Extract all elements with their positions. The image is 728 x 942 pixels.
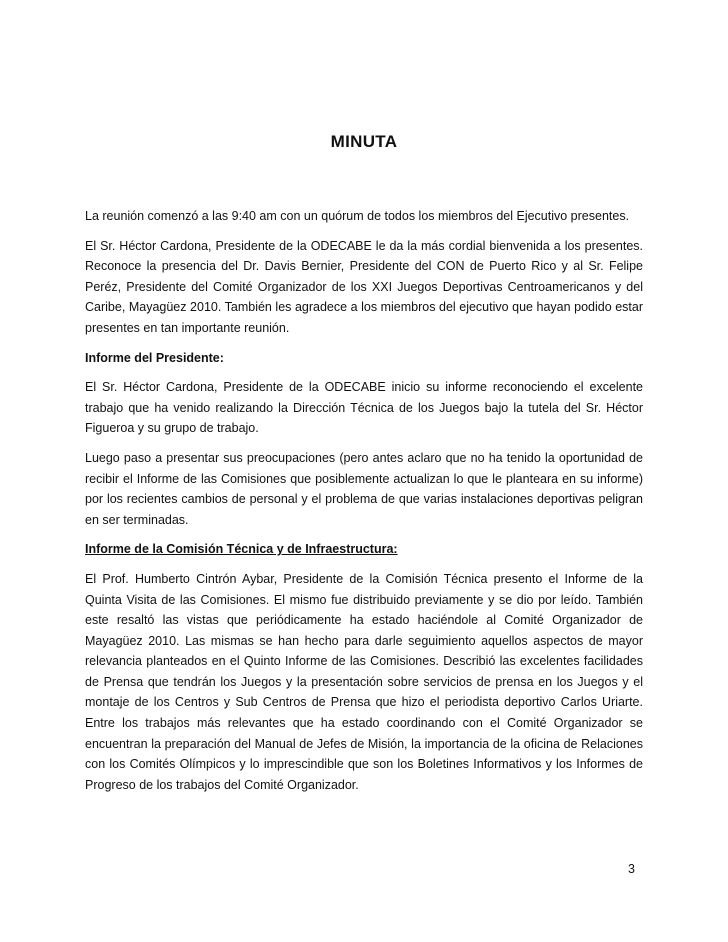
paragraph-quorum: La reunión comenzó a las 9:40 am con un quórum de todos los miembros del Ejecutivo presentes. xyxy=(85,209,630,223)
paragraph-concerns: Luego paso a presentar sus preocupaciones (pero antes aclaro que no ha tenido la oportunidad de recibir el Informe de las Comisiones que posiblemente actualizan lo que le planteara en su informe) por los recientes cambios de personal y el problema de que varias instalaciones deportivas peligran en ser terminadas. xyxy=(85,450,643,527)
paragraph-technical-commission-report: El Prof. Humberto Cintrón Aybar, Presidente de la Comisión Técnica presento el Informe de la Quinta Visita de las Comisiones. El mismo fue distribuido previamente y se dio por leído. También este resaltó las vistas que periódicamente ha estado haciéndole al Comité Organizador de Mayagüez 2010. Las mismas se han hecho para darle seguimiento aquellos aspectos de mayor relevancia planteados en el Quinto Informe de las Comisiones. Describió las excelentes facilidades de Prensa que tendrán los Juegos y la presentación sobre servicios de prensa en los Juegos y el montaje de los Centros y Sub Centros de Prensa que hizo el periodista deportivo Carlos Uriarte. Entre los trabajos más relevantes que ha estado coordinando con el Comité Organizador se encuentran la preparación del Manual de Jefes de Misión, la importancia de la oficina de Relaciones con los Comités Olímpicos y lo imprescindible que son los Boletines Informativos y los Informes de Progreso de los trabajos del Comité Organizador. xyxy=(85,571,643,792)
section-heading-president-report xyxy=(85,348,643,369)
section-heading-president-report-text: Informe del Presidente: xyxy=(85,350,224,365)
section-heading-technical-commission xyxy=(85,539,643,560)
paragraph-president-report: El Sr. Héctor Cardona, Presidente de la ODECABE inicio su informe reconociendo el excelente trabajo que ha venido realizando la Dirección Técnica de los Juegos bajo la tutela del Sr. Héctor Figueroa y su grupo de trabajo. xyxy=(85,380,643,436)
document-title: MINUTA xyxy=(330,132,398,151)
paragraph-welcome: El Sr. Héctor Cardona, Presidente de la ODECABE le da la más cordial bienvenida a los presentes. Reconoce la presencia del Dr. Davis Bernier, Presidente del CON de Puerto Rico y al Sr. Felipe Peréz, Presidente del Comité Organizador de los XXI Juegos Deportivas Centroamericanos y del Caribe, Mayagüez 2010. También les agradece a los miembros del ejecutivo que hayan podido estar presentes en tan importante reunión. xyxy=(85,238,643,335)
document-body xyxy=(85,206,643,804)
section-heading-technical-commission-text: Informe de la Comisión Técnica y de Infraestructura: xyxy=(85,542,398,557)
page-number: 3 xyxy=(628,862,635,876)
